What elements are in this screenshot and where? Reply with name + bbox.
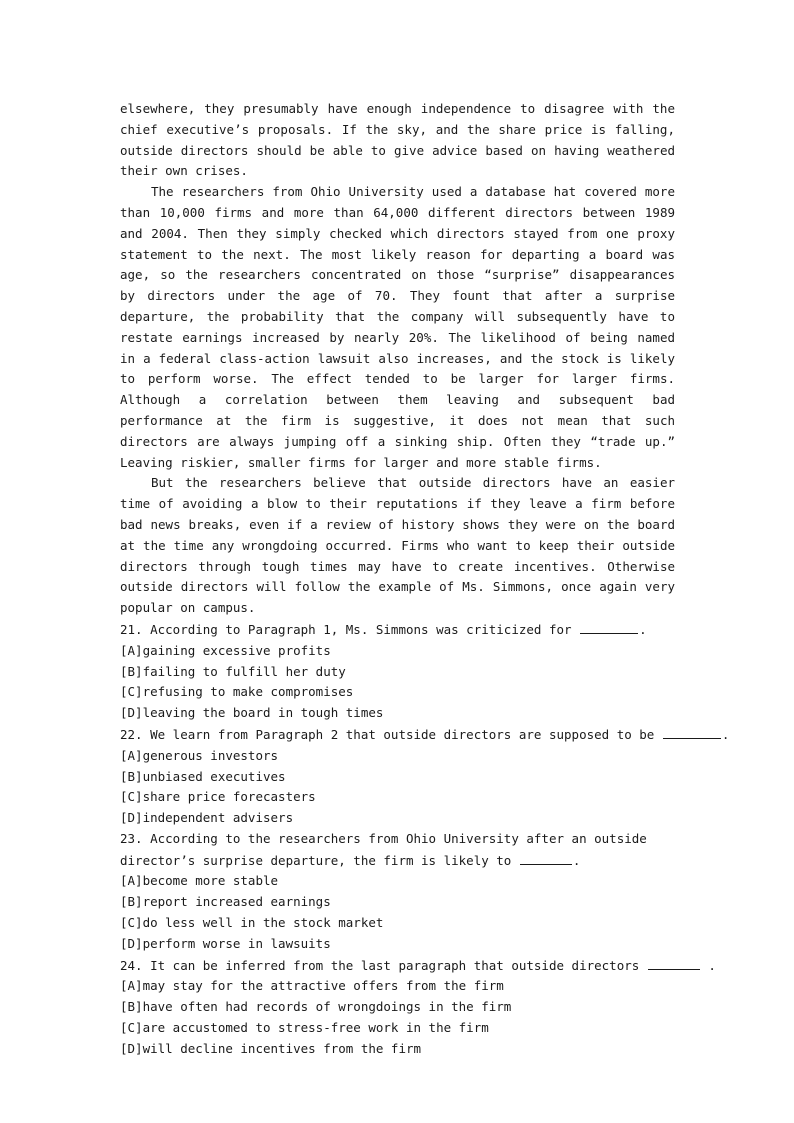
- option-b[interactable]: [B]have often had records of wrongdoings in the firm: [120, 999, 512, 1015]
- option-c[interactable]: [C]are accustomed to stress-free work in the firm: [120, 1020, 489, 1036]
- question-stem-line-1: 23. According to the researchers from Ohio University after an outside: [120, 830, 647, 846]
- options-list: [120, 746, 675, 829]
- option-d[interactable]: [D]leaving the board in tough times: [120, 705, 384, 721]
- answer-blank: [663, 724, 721, 739]
- answer-blank: [520, 850, 572, 865]
- answer-blank: [580, 619, 638, 634]
- question-22: [120, 724, 730, 829]
- option-a[interactable]: [A]generous investors: [120, 747, 279, 763]
- option-b[interactable]: [B]report increased earnings: [120, 894, 331, 910]
- option-a[interactable]: [A]gaining excessive profits: [120, 642, 331, 658]
- option-c[interactable]: [C]refusing to make compromises: [120, 684, 354, 700]
- options-list: [120, 641, 675, 724]
- option-b[interactable]: [B]unbiased executives: [120, 768, 286, 784]
- paragraph-research-findings: The researchers from Ohio University used a database hat covered more than 10,000 firms and more than 64,000 different directors between 1989 and 2004. Then they simply checked which directors stayed from one proxy statement to the next. The most likely reason for departing a board was age, so the researchers concentrated on those “surprise” disappearances by directors under the age of 70. They fount that after a surprise departure, the probability that the company will subsequently have to restate earnings increased by nearly 20%. The likelihood of being named in a federal class-action lawsuit also increases, and the stock is likely to perform worse. The effect tended to be larger for larger firms. Although a correlation between them leaving and subsequent bad performance at the firm is suggestive, it does not mean that such directors are always jumping off a sinking ship. Often they “trade up.” Leaving riskier, smaller firms for larger and more stable firms.: [120, 184, 675, 470]
- question-23: [120, 829, 675, 955]
- question-stem-line-2: director’s surprise departure, the firm is likely to .: [120, 850, 675, 872]
- question-24: [120, 955, 716, 1060]
- option-a[interactable]: [A]may stay for the attractive offers from the firm: [120, 978, 504, 994]
- option-d[interactable]: [D]independent advisers: [120, 810, 294, 826]
- document-page: [120, 99, 730, 1060]
- option-d[interactable]: [D]perform worse in lawsuits: [120, 935, 331, 951]
- option-d[interactable]: [D]will decline incentives from the firm: [120, 1040, 422, 1056]
- question-stem: 21. According to Paragraph 1, Ms. Simmons was criticized for .: [120, 619, 675, 641]
- question-stem: 22. We learn from Paragraph 2 that outside directors are supposed to be .: [120, 724, 675, 746]
- question-stem: 24. It can be inferred from the last paragraph that outside directors .: [120, 955, 675, 977]
- paragraph-conclusion: But the researchers believe that outside directors have an easier time of avoiding a blow to their reputations if they leave a firm before bad news breaks, even if a review of history shows they were on the board at the time any wrongdoing occurred. Firms who want to keep their outside directors through tough times may have to create incentives. Otherwise outside directors will follow the example of Ms. Simmons, once again very popular on campus.: [120, 475, 675, 616]
- question-21: [120, 619, 675, 724]
- option-a[interactable]: [A]become more stable: [120, 873, 279, 889]
- option-b[interactable]: [B]failing to fulfill her duty: [120, 663, 346, 679]
- answer-blank: [648, 955, 700, 970]
- option-c[interactable]: [C]do less well in the stock market: [120, 915, 384, 931]
- options-list: [120, 976, 675, 1059]
- option-c[interactable]: [C]share price forecasters: [120, 789, 316, 805]
- paragraph-1-continuation: elsewhere, they presumably have enough independence to disagree with the chief executive’s proposals. If the sky, and the share price is falling, outside directors should be able to give advice based on having weathered their own crises.: [120, 101, 675, 179]
- options-list: [120, 871, 675, 954]
